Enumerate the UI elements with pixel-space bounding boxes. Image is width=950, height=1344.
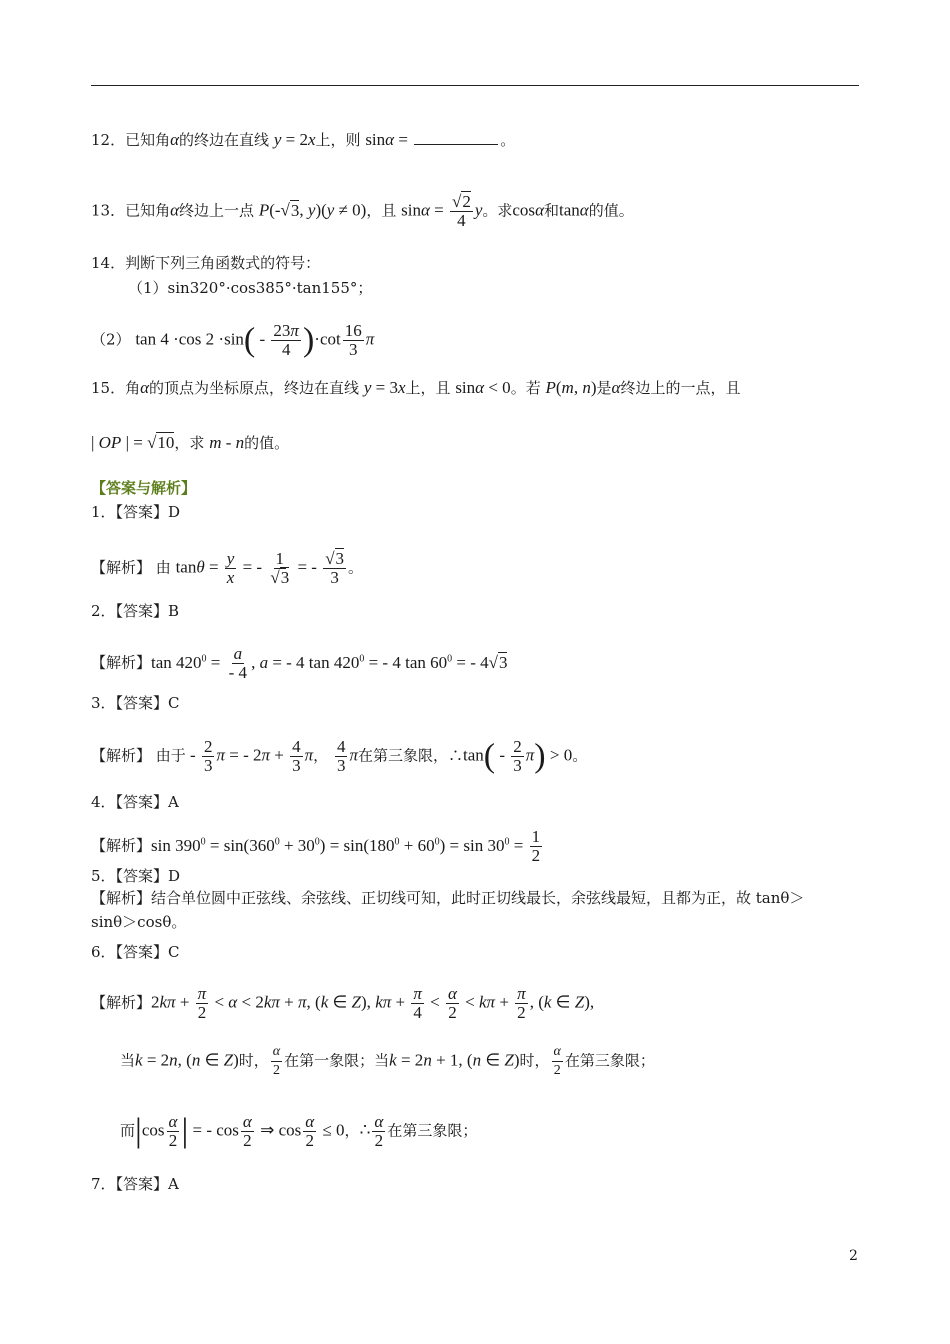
- answer-5: 5．【答案】D: [91, 867, 181, 885]
- question-15-line-1: 15．角α的顶点为坐标原点，终边在直线 y = 3x上，且 sinα < 0。若 P(m, n)是α终边上的一点，且: [91, 378, 741, 397]
- answer-1: 1．【答案】D: [91, 503, 181, 521]
- explanation-6-line-1: 【解析】2kπ + $\frac{\pi}{2}$ < α < 2kπ + π, (k ∈ Z), kπ + $\frac{\pi}{4}$ < $\frac{\alpha}{2}$ < kπ + $\frac{\pi}{2}$ , (k ∈ Z),: [91, 984, 595, 1022]
- explanation-5-line-1: 【解析】结合单位圆中正弦线、余弦线、正切线可知，此时正切线最长，余弦线最短，且都为正，故 tanθ＞: [91, 889, 805, 907]
- question-15-line-2: | OP | = √10，求 m - n的值。: [91, 433, 290, 452]
- explanation-3: 【解析】 由于 - $\frac{2}{3}$ π = - 2π + $\frac{4}{3}$ π， $\frac{4}{3}$ π在第三象限，∴tan( - $\frac{2}{3}$ π) > 0。: [91, 737, 588, 775]
- answer-blank: [414, 144, 498, 145]
- question-12: 12．已知角α的终边在直线 y = 2x上，则 sinα = 。: [91, 130, 516, 149]
- explanation-2: 【解析】$\tan 420^0$ = $\frac{a}{- 4}$ , a = - 4 $\tan 420^0$ = - 4 $\tan 60^0$ = - 4√3: [91, 644, 508, 682]
- question-14-part-2: （2） tan 4 ·cos 2 ·sin( - $\frac{23\pi}{4}$ )·cot $\frac{16}{3}$ π: [91, 321, 375, 359]
- answer-7: 7．【答案】A: [91, 1175, 179, 1193]
- answer-6: 6．【答案】C: [91, 943, 180, 961]
- explanation-6-line-3: 而|cos $\frac{\alpha}{2}$ | = - cos $\frac{\alpha}{2}$ ⇒ cos $\frac{\alpha}{2}$ ≤ 0，∴ $\frac{\alpha}{2}$ 在第三象限；: [120, 1112, 478, 1150]
- page-number: 2: [849, 1248, 858, 1264]
- question-14-title: 14．判断下列三角函数式的符号：: [91, 254, 321, 272]
- explanation-5-line-2: sinθ＞cosθ。: [91, 913, 187, 931]
- question-14-part-1: （1）sin320°·cos385°·tan155°；: [128, 279, 373, 297]
- answers-heading: 【答案与解析】: [91, 479, 197, 497]
- explanation-1: 【解析】 由 tanθ = $\frac{y}{x}$ = - $\frac{1}{√3}$ = - $\frac{√3}{3}$ 。: [91, 549, 364, 587]
- explanation-6-line-2: 当k = 2n, (n ∈ Z)时， $\frac{\alpha}{2}$ 在第一象限；当k = 2n + 1, (n ∈ Z)时， $\frac{\alpha}{2}$ 在第三象限；: [120, 1044, 655, 1078]
- answer-4: 4．【答案】A: [91, 793, 179, 811]
- answer-3: 3．【答案】C: [91, 694, 180, 712]
- explanation-4: 【解析】$\sin 390^0 = \sin(360^0 + 30^0) = \sin(180^0 + 60^0) = \sin 30^0$ = $\frac{1}{2}$: [91, 827, 541, 865]
- answer-2: 2．【答案】B: [91, 602, 180, 620]
- header-rule: [91, 85, 859, 86]
- question-13: 13．已知角α终边上一点 P(-√3, y)(y ≠ 0)，且 sinα = $\frac{√2}{4}$ y。求cosα和tanα的值。: [91, 192, 634, 230]
